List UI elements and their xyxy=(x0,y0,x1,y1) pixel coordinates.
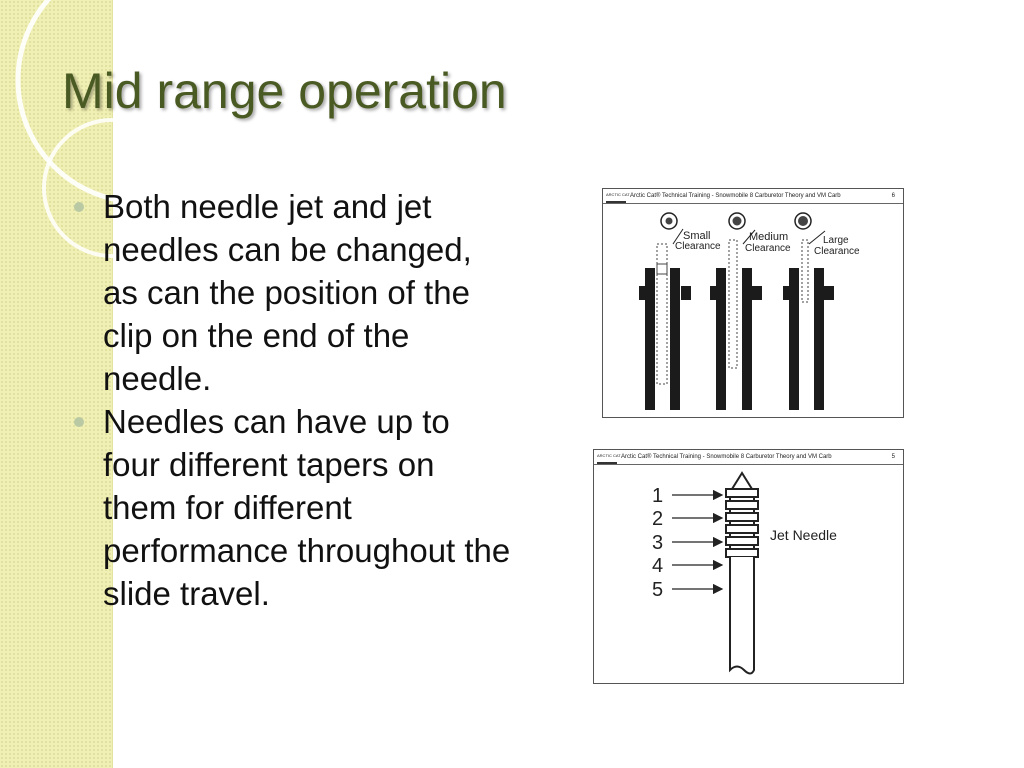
jet-needle-drawing xyxy=(594,465,903,682)
arctic-cat-logo: ARCTIC CAT xyxy=(606,191,626,203)
figure-page-number: 5 xyxy=(891,454,895,460)
needle-shape xyxy=(726,473,758,674)
clip-position-1: 1 xyxy=(652,485,664,507)
bullet-icon xyxy=(74,417,84,427)
clearance-drawing xyxy=(603,204,903,416)
bullet-list xyxy=(74,185,514,615)
bullet-item xyxy=(74,400,514,615)
arctic-cat-logo: ARCTIC CAT xyxy=(597,452,617,464)
clip-position-5: 5 xyxy=(652,579,664,601)
clearance-diagram xyxy=(602,188,904,418)
large-label-1: Large xyxy=(823,235,849,246)
bullet-text: Both needle jet and jet needles can be changed, as can the position of the clip on the end of the needle. xyxy=(103,188,472,397)
medium-label-2: Clearance xyxy=(745,243,791,254)
clip-position-2: 2 xyxy=(652,508,664,530)
slide-title: Mid range operation xyxy=(62,63,507,119)
large-label-2: Clearance xyxy=(814,246,860,257)
figure-header xyxy=(594,450,903,465)
figure-header xyxy=(603,189,903,204)
bullet-item xyxy=(74,185,514,400)
small-label-1: Small xyxy=(683,230,711,242)
medium-label-1: Medium xyxy=(749,231,789,243)
figure-header-text: Arctic Cat® Technical Training - Snowmobile 8 Carburetor Theory and VM Carb xyxy=(621,454,832,460)
figure-page-number: 6 xyxy=(891,193,895,199)
jet-needle-diagram xyxy=(593,449,904,684)
bullet-text: Needles can have up to four different tapers on them for different performance throughout the slide travel. xyxy=(103,403,511,612)
clip-position-4: 4 xyxy=(652,555,664,577)
jet-needle-label: Jet Needle xyxy=(770,527,837,543)
small-label-2: Clearance xyxy=(675,241,721,252)
clip-position-3: 3 xyxy=(652,532,664,554)
bullet-icon xyxy=(74,202,84,212)
figure-header-text: Arctic Cat® Technical Training - Snowmobile 8 Carburetor Theory and VM Carb xyxy=(630,193,841,199)
position-arrows xyxy=(672,495,722,589)
